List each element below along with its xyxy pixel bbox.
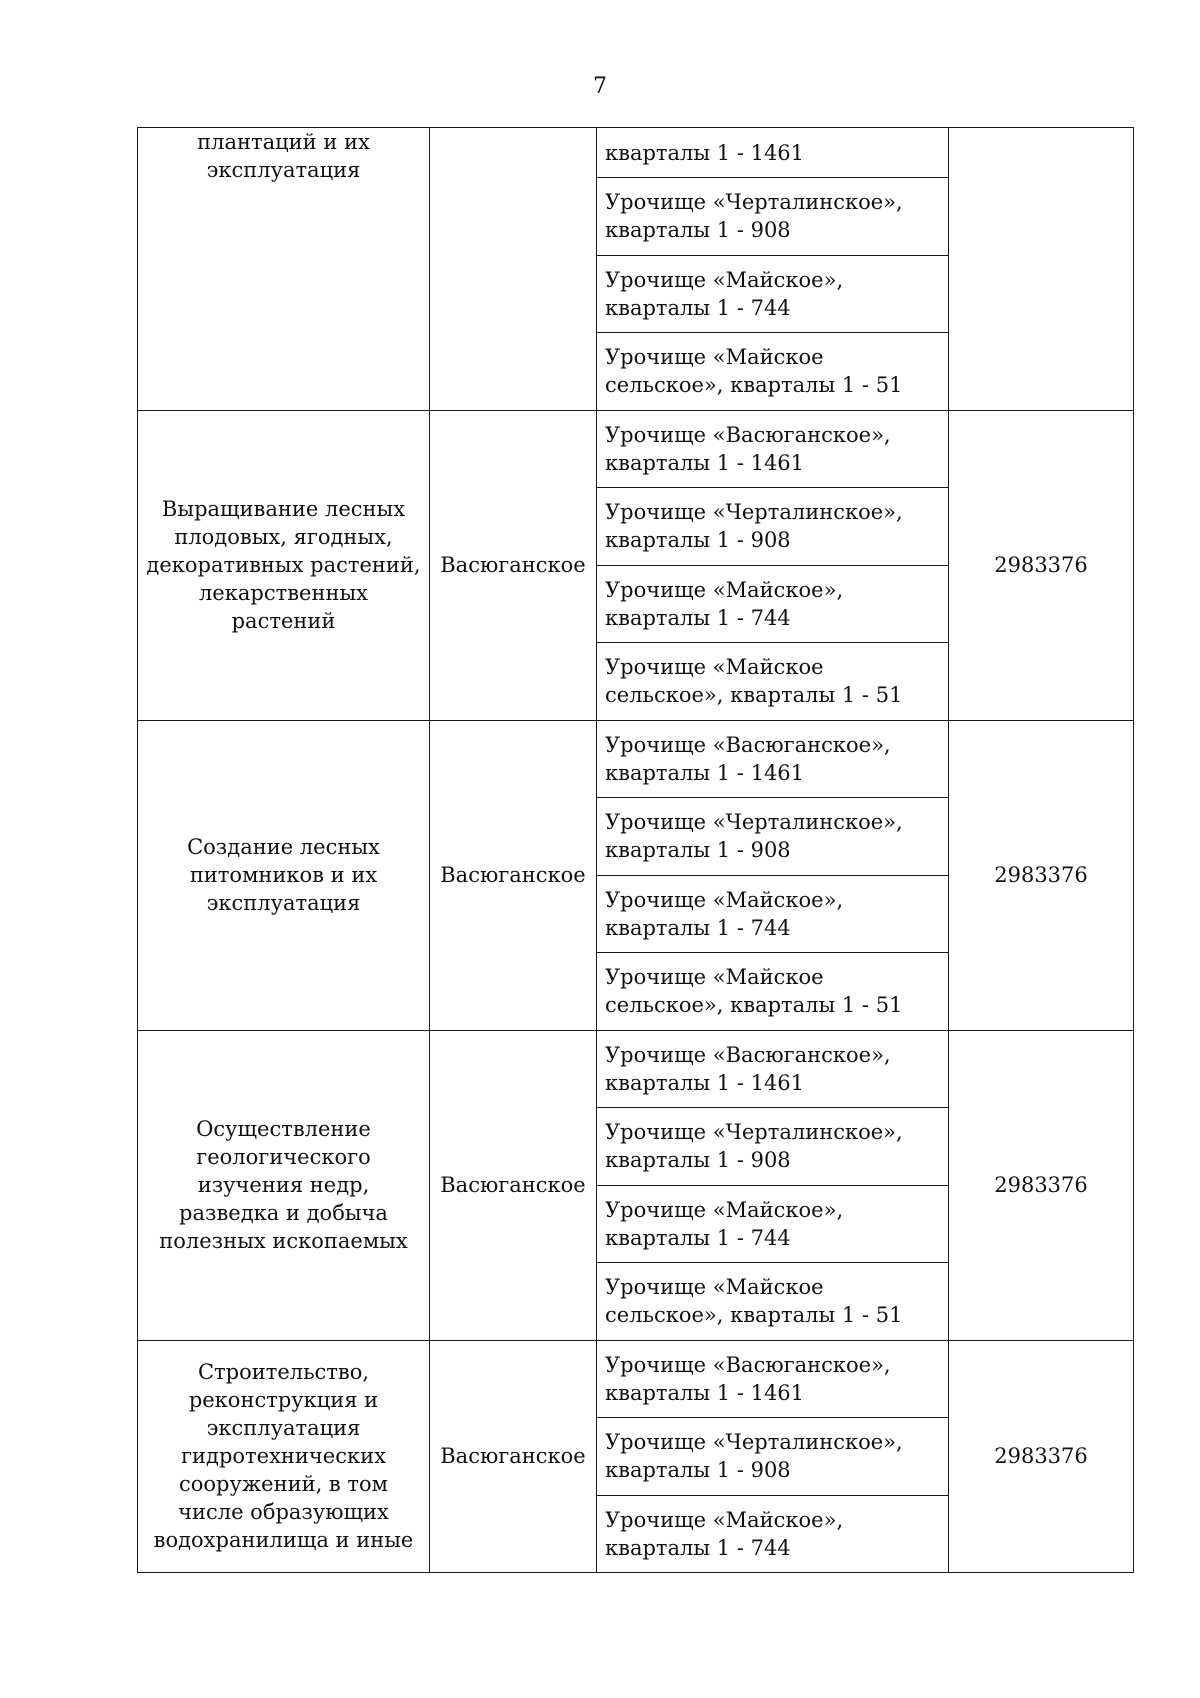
location-cell: Урочище «Васюганское», кварталы 1 - 1461 [597, 410, 949, 488]
activity-cell: плантаций и их эксплуатация [138, 128, 430, 411]
location-cell: Урочище «Васюганское», кварталы 1 - 1461 [597, 720, 949, 798]
forestry-cell [430, 128, 597, 411]
location-cell: Урочище «Майское сельское», кварталы 1 - 51 [597, 643, 949, 721]
activity-cell: Выращивание лесных плодовых, ягодных, декоративных растений, лекарственных растений [138, 410, 430, 720]
location-cell: Урочище «Майское сельское», кварталы 1 - 51 [597, 953, 949, 1031]
location-cell: Урочище «Черталинское», кварталы 1 - 908 [597, 1108, 949, 1186]
area-cell: 2983376 [949, 720, 1134, 1030]
location-cell: Урочище «Майское», кварталы 1 - 744 [597, 1495, 949, 1573]
location-cell: Урочище «Черталинское», кварталы 1 - 908 [597, 488, 949, 566]
activity-cell: Создание лесных питомников и их эксплуатация [138, 720, 430, 1030]
forestry-cell: Васюганское [430, 1030, 597, 1340]
table-row [138, 128, 1134, 178]
table-row [138, 720, 1134, 798]
page-number: 7 [593, 74, 607, 99]
forestry-cell: Васюганское [430, 1340, 597, 1573]
forestry-cell: Васюганское [430, 410, 597, 720]
location-cell: Урочище «Майское», кварталы 1 - 744 [597, 255, 949, 333]
area-cell: 2983376 [949, 1340, 1134, 1573]
location-cell: Урочище «Майское сельское», кварталы 1 - 51 [597, 1263, 949, 1341]
forest-use-table [137, 127, 1134, 1573]
location-cell: Урочище «Черталинское», кварталы 1 - 908 [597, 178, 949, 256]
location-cell: Урочище «Васюганское», кварталы 1 - 1461 [597, 1340, 949, 1418]
location-cell: кварталы 1 - 1461 [597, 128, 949, 178]
location-cell: Урочище «Майское», кварталы 1 - 744 [597, 875, 949, 953]
location-cell: Урочище «Черталинское», кварталы 1 - 908 [597, 1418, 949, 1496]
table-row [138, 1340, 1134, 1418]
table-row [138, 1030, 1134, 1108]
activity-cell: Осуществление геологического изучения недр, разведка и добыча полезных ископаемых [138, 1030, 430, 1340]
location-cell: Урочище «Васюганское», кварталы 1 - 1461 [597, 1030, 949, 1108]
table-row [138, 410, 1134, 488]
area-cell: 2983376 [949, 410, 1134, 720]
location-cell: Урочище «Майское сельское», кварталы 1 - 51 [597, 333, 949, 411]
area-cell [949, 128, 1134, 411]
location-cell: Урочище «Майское», кварталы 1 - 744 [597, 565, 949, 643]
location-cell: Урочище «Черталинское», кварталы 1 - 908 [597, 798, 949, 876]
activity-cell: Строительство, реконструкция и эксплуатация гидротехнических сооружений, в том числе образующих водохранилища и иные [138, 1340, 430, 1573]
location-cell: Урочище «Майское», кварталы 1 - 744 [597, 1185, 949, 1263]
forestry-cell: Васюганское [430, 720, 597, 1030]
area-cell: 2983376 [949, 1030, 1134, 1340]
